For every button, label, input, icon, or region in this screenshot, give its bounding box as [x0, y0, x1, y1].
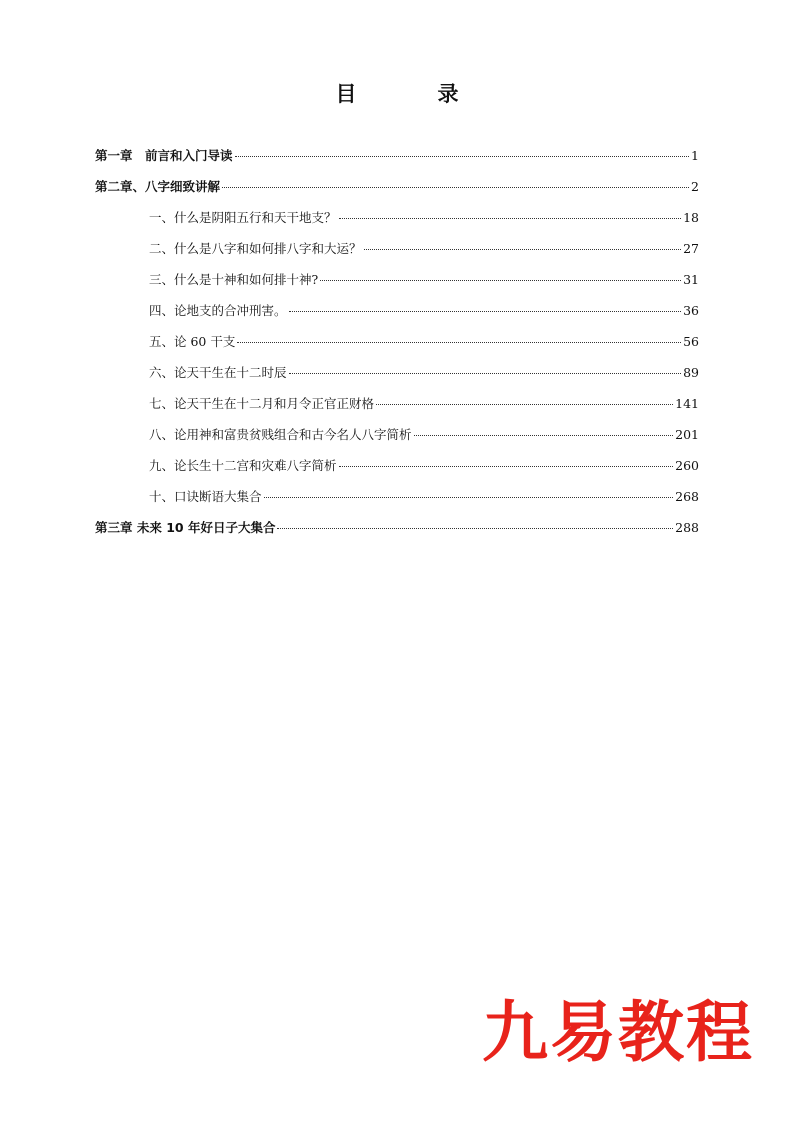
toc-entry-page: 2 [691, 179, 699, 194]
toc-entry-section-4[interactable] [95, 301, 699, 332]
dot-leader [264, 497, 674, 498]
toc-entry-label: 八、论用神和富贵贫贱组合和古今名人八字简析 [149, 427, 412, 442]
toc-entry-page: 56 [683, 334, 699, 349]
toc-entry-page: 27 [683, 241, 699, 256]
dot-leader [235, 156, 690, 157]
toc-entry-chapter-1[interactable] [95, 146, 699, 177]
dot-leader [376, 404, 673, 405]
toc-entry-label: 七、论天干生在十二月和月令正官正财格 [149, 396, 375, 411]
toc-entry-label: 四、论地支的合冲刑害。 [149, 303, 287, 318]
dot-leader [222, 187, 689, 188]
toc-entry-page: 31 [683, 272, 699, 287]
toc-entry-label: 一、什么是阴阳五行和天干地支？ [149, 210, 337, 225]
toc-entry-label: 九、论长生十二宫和灾难八字简析 [149, 458, 337, 473]
toc-entry-label: 二、什么是八字和如何排八字和大运？ [149, 241, 362, 256]
dot-leader [289, 311, 682, 312]
toc-entry-page: 18 [683, 210, 699, 225]
toc-entry-page: 141 [675, 396, 699, 411]
toc-entry-section-9[interactable] [95, 456, 699, 487]
dot-leader [320, 280, 681, 281]
toc-entry-section-6[interactable] [95, 363, 699, 394]
dot-leader [237, 342, 681, 343]
watermark-logo: 九易教程 [482, 994, 754, 1071]
toc-entry-page: 260 [675, 458, 699, 473]
toc-entry-label: 第一章 前言和入门导读 [95, 148, 233, 163]
toc-entry-chapter-3[interactable] [95, 518, 699, 549]
toc-entry-label: 十、口诀断语大集合 [149, 489, 262, 504]
toc-entry-section-2[interactable] [95, 239, 699, 270]
page-title: 目 录 [335, 82, 489, 106]
dot-leader [414, 435, 674, 436]
toc-entry-page: 89 [683, 365, 699, 380]
dot-leader [289, 373, 682, 374]
toc-entry-page: 268 [675, 489, 699, 504]
table-of-contents [95, 146, 699, 549]
toc-entry-section-1[interactable] [95, 208, 699, 239]
toc-entry-chapter-2[interactable] [95, 177, 699, 208]
dot-leader [339, 466, 674, 467]
toc-entry-label: 五、论 60 干支 [149, 334, 236, 349]
toc-entry-page: 36 [683, 303, 699, 318]
dot-leader [364, 249, 682, 250]
dot-leader [339, 218, 682, 219]
toc-entry-label: 六、论天干生在十二时辰 [149, 365, 287, 380]
toc-entry-page: 288 [675, 520, 699, 535]
toc-entry-label: 三、什么是十神和如何排十神? [149, 272, 319, 287]
toc-entry-section-5[interactable] [95, 332, 699, 363]
toc-entry-label: 第二章、八字细致讲解 [95, 179, 221, 194]
toc-entry-page: 201 [675, 427, 699, 442]
toc-entry-label: 第三章 未来 10 年好日子大集合 [95, 520, 276, 535]
dot-leader [277, 528, 673, 529]
toc-entry-section-7[interactable] [95, 394, 699, 425]
toc-entry-page: 1 [691, 148, 699, 163]
toc-entry-section-10[interactable] [95, 487, 699, 518]
toc-entry-section-8[interactable] [95, 425, 699, 456]
toc-entry-section-3[interactable] [95, 270, 699, 301]
